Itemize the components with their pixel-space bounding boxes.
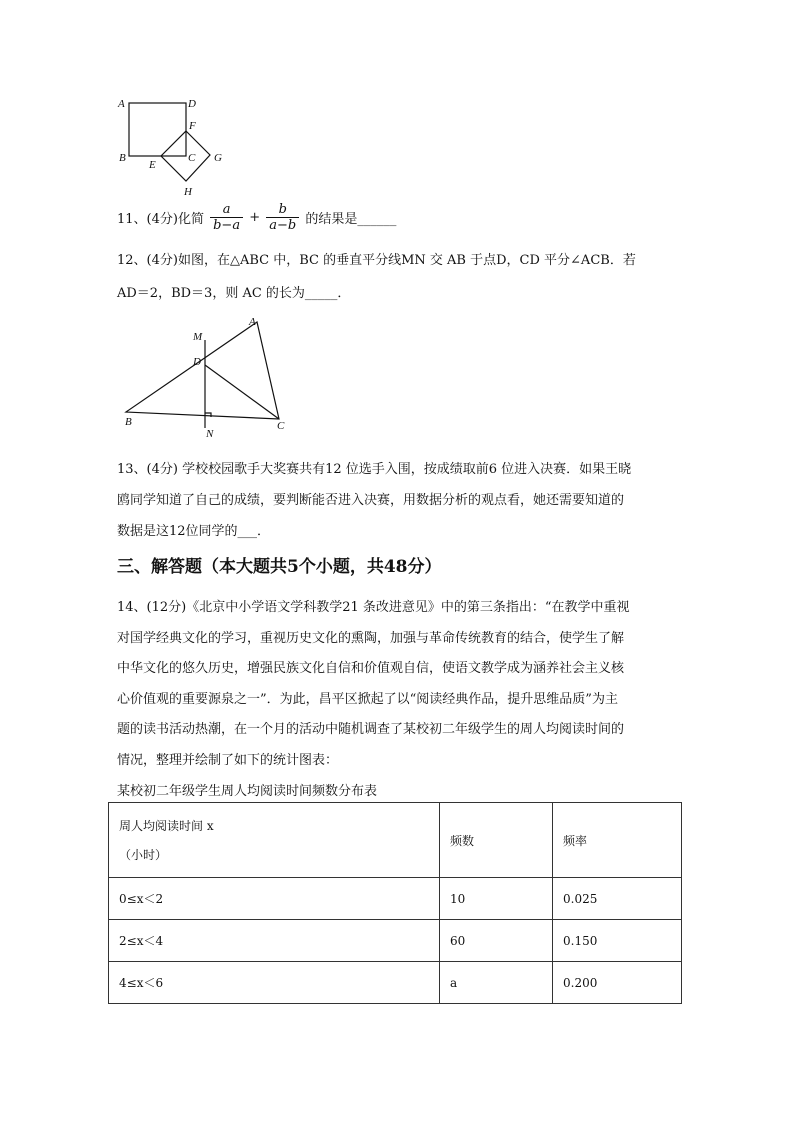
figure-squares-lines [129,103,210,181]
q11-fraction-1 [210,202,243,233]
q11-frac1-denominator: b−a [213,218,241,233]
q11-frac2-denominator: a−b [269,218,297,233]
q12-line-1: 12、(4分)如图，在△ABC 中，BC 的垂直平分线MN 交 AB 于点D，CD 平分∠ACB．若 [117,253,636,268]
q14-line-1: 14、(12分)《北京中小学语文学科教学21 条改进意见》中的第三条指出：“在教学中重视 [117,600,630,615]
cell-rate: 0.150 [553,920,682,962]
table-header-row [109,803,682,878]
cell-rate: 0.025 [553,878,682,920]
figure-triangle [115,313,295,441]
cell-range: 2≤x＜4 [109,920,440,962]
cell-frequency: 60 [440,920,553,962]
cell-range: 0≤x＜2 [109,878,440,920]
cell-rate: 0.200 [553,962,682,1004]
cell-frequency: a [440,962,553,1004]
label-N: N [206,428,214,440]
header-time [109,803,440,878]
table-row [109,878,682,920]
label-D2: D [193,356,201,368]
label-G: G [214,152,222,164]
label-B: B [119,152,126,164]
question-11 [117,202,396,233]
q11-suffix: 的结果是______ [305,212,397,227]
frequency-table [108,802,682,1004]
q13-line-2: 鸥同学知道了自己的成绩，要判断能否进入决赛，用数据分析的观点看，她还需要知道的 [117,493,625,508]
label-B2: B [125,416,132,428]
q14-line-5: 题的读书活动热潮，在一个月的活动中随机调查了某校初二年级学生的周人均阅读时间的 [117,722,625,737]
q11-prefix: 11、(4分)化简 [117,212,204,227]
label-E: E [149,159,156,171]
cell-frequency: 10 [440,878,553,920]
q11-frac2-numerator: b [266,202,299,218]
label-A2: A [249,316,256,328]
section-title: 三、解答题（本大题共5个小题，共48分） [117,557,442,577]
label-C2: C [277,420,285,432]
q13-line-3: 数据是这12位同学的___． [117,524,271,539]
q11-fraction-2 [266,202,299,233]
label-M: M [193,331,203,343]
q14-line-3: 中华文化的悠久历史，增强民族文化自信和价值观自信，使语文教学成为涵养社会主义核 [117,661,625,676]
figure-squares [112,95,232,200]
header-time-line-1: 周人均阅读时间 x [119,819,214,833]
figure-triangle-lines [126,322,279,428]
q12-line-2: AD＝2，BD＝3，则 AC 的长为_____． [117,286,351,301]
header-rate: 频率 [553,803,682,878]
q11-plus: + [249,210,261,225]
header-frequency: 频数 [440,803,553,878]
q14-line-4: 心价值观的重要源泉之一”．为此，昌平区掀起了以“阅读经典作品，提升思维品质”为主 [117,692,618,707]
label-H: H [184,186,192,198]
table-caption: 某校初二年级学生周人均阅读时间频数分布表 [117,784,378,799]
label-C: C [188,152,196,164]
cell-range: 4≤x＜6 [109,962,440,1004]
q11-frac1-numerator: a [210,202,243,218]
table-row [109,962,682,1004]
label-A: A [118,98,125,110]
label-D: D [188,98,196,110]
q13-line-1: 13、(4分) 学校校园歌手大奖赛共有12 位选手入围，按成绩取前6 位进入决赛．如果王晓 [117,462,632,477]
label-F: F [189,120,196,132]
header-time-line-2: （小时） [119,848,168,862]
table-row [109,920,682,962]
q14-line-2: 对国学经典文化的学习，重视历史文化的熏陶，加强与革命传统教育的结合，使学生了解 [117,631,625,646]
q14-line-6: 情况，整理并绘制了如下的统计图表： [117,753,339,768]
